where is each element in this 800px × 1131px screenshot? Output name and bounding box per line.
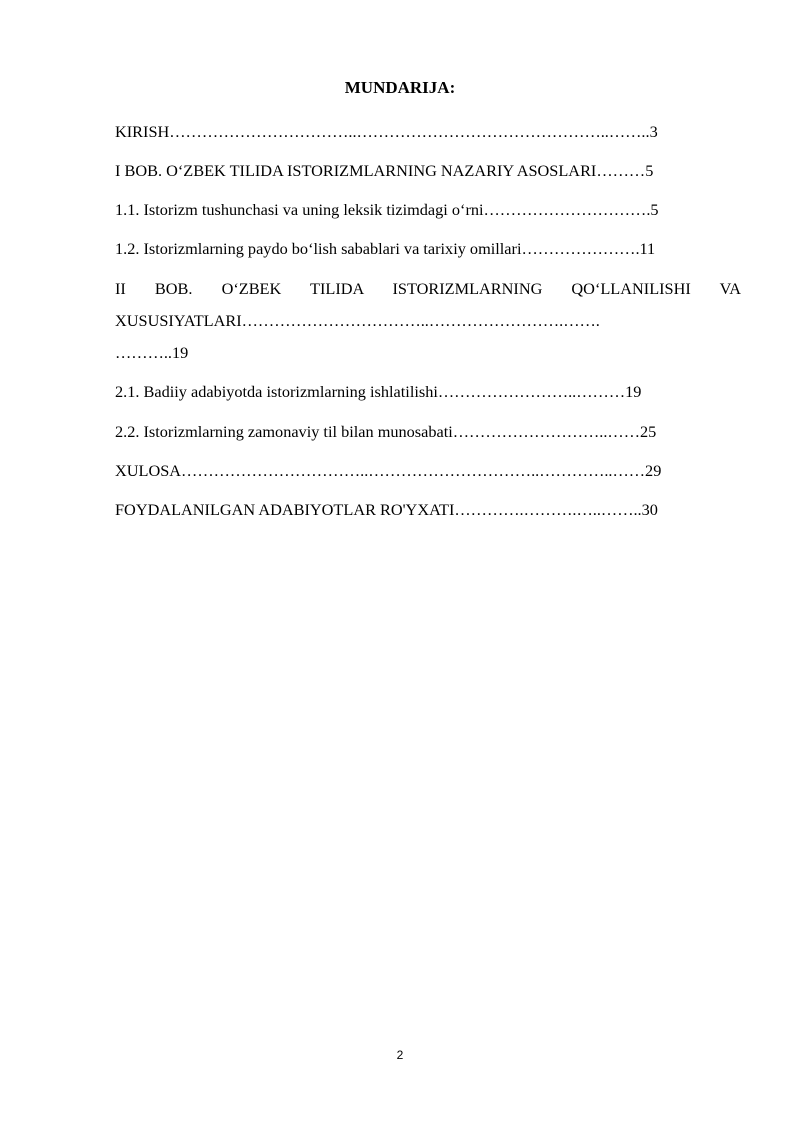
page-number: 2 xyxy=(396,1048,404,1062)
toc-entry-chapter-2-line1: II BOB. O‘ZBEK TILIDA ISTORIZMLARNING QO‘LLANILISHI VA xyxy=(115,279,741,298)
toc-entry-xulosa: XULOSA……………………………..…………………………..…………..……29 xyxy=(115,461,662,480)
toc-entry-bibliography: FOYDALANILGAN ADABIYOTLAR RO'YXATI………….……….…..……..30 xyxy=(115,500,658,519)
toc-entry-chapter-2-line2: XUSUSIYATLARI……………………………..…………………….……. xyxy=(115,311,600,330)
toc-entry-section-1-1: 1.1. Istorizm tushunchasi va uning leksik tizimdagi o‘rni………………………….5 xyxy=(115,200,659,219)
toc-entry-chapter-2-line3: ………..19 xyxy=(115,343,189,362)
toc-entry-chapter-1: I BOB. O‘ZBEK TILIDA ISTORIZMLARNING NAZARIY ASOSLARI………5 xyxy=(115,161,654,180)
toc-entry-section-2-2: 2.2. Istorizmlarning zamonaviy til bilan munosabati………………………..……25 xyxy=(115,422,657,441)
toc-title: MUNDARIJA: xyxy=(344,78,456,97)
toc-entry-section-1-2: 1.2. Istorizmlarning paydo bo‘lish sabablari va tarixiy omillari………………….11 xyxy=(115,239,656,258)
toc-entry-section-2-1: 2.1. Badiiy adabiyotda istorizmlarning ishlatilishi……………………..………19 xyxy=(115,382,642,401)
toc-entry-kirish: KIRISH……………………………..………………………………………..……..3 xyxy=(115,122,658,141)
